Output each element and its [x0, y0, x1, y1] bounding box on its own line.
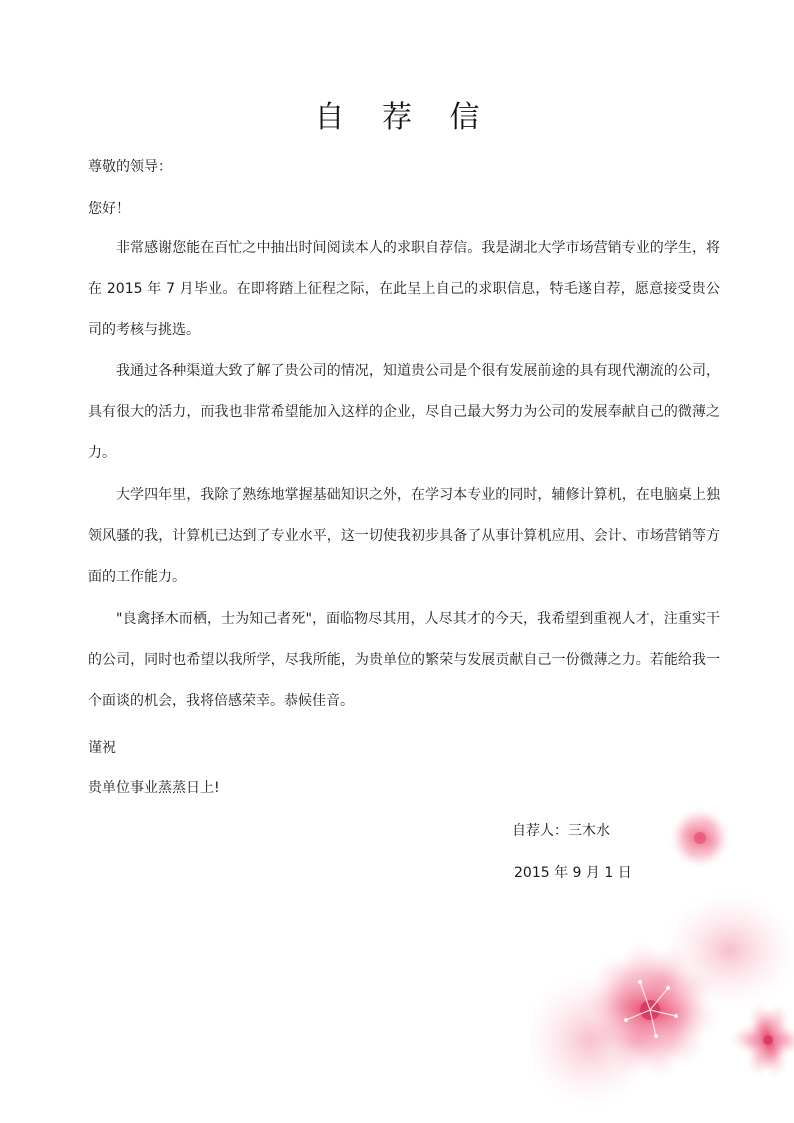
small-flower-icon	[640, 780, 760, 900]
signature: 自荐人：三木水	[512, 823, 610, 839]
letter-date: 2015 年 9 月 1 日	[514, 865, 632, 881]
salutation: 尊敬的领导：	[88, 159, 172, 175]
paragraph-3: 大学四年里，我除了熟练地掌握基础知识之外，在学习本专业的同时，辅修计算机，在电脑桌上独领风骚的我，计算机已达到了专业水平，这一切使我初步具备了从事计算机应用、会计、市场营销等方面的工作能力。	[88, 487, 720, 585]
wish: 贵单位事业蒸蒸日上!	[88, 780, 220, 796]
letter-title: 自 荐 信	[314, 100, 494, 135]
paragraph-1: 非常感谢您能在百忙之中抽出时间阅读本人的求职自荐信。我是湖北大学市场营销专业的学生，将在 2015 年 7 月毕业。在即将踏上征程之际，在此呈上自己的求职信息，特毛遂自荐，愿意接受贵公司的考核与挑选。	[88, 240, 720, 338]
closing: 谨祝	[88, 740, 116, 756]
paragraph-2: 我通过各种渠道大致了解了贵公司的情况，知道贵公司是个很有发展前途的具有现代潮流的公司，具有很大的活力，而我也非常希望能加入这样的企业，尽自己最大努力为公司的发展奉献自己的微薄之力。	[88, 363, 720, 461]
large-flower-icon	[530, 890, 794, 1123]
greeting: 您好！	[88, 201, 130, 217]
paragraph-4: "良禽择木而栖，士为知己者死"，面临物尽其用，人尽其才的今天，我希望到重视人才，注重实干的公司，同时也希望以我所学，尽我所能，为贵单位的繁荣与发展贡献自己一份微薄之力。若能给我一个面谈的机会，我将倍感荣幸。恭候佳音。	[88, 611, 720, 709]
